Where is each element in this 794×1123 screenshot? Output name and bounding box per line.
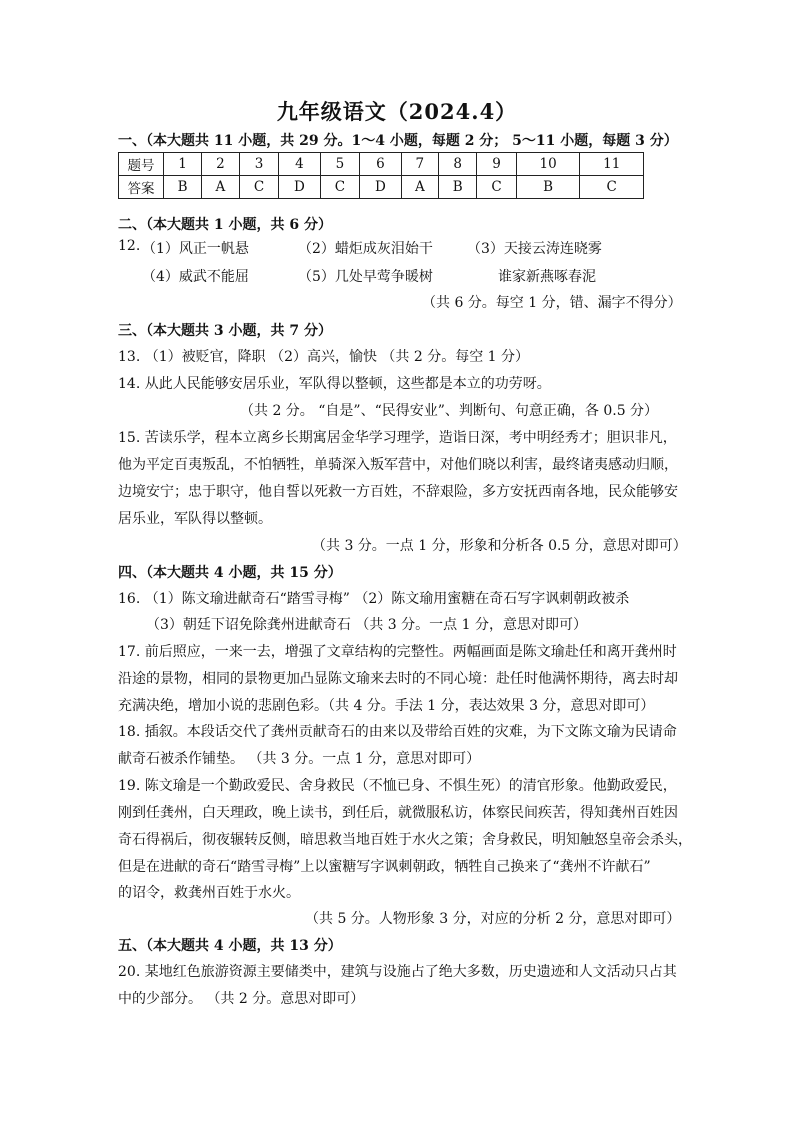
page-title: 九年级语文（2024.4） (276, 99, 518, 124)
q13-answer: 13. （1）被贬官，降职 （2）高兴，愉快 （共 2 分。每空 1 分） (118, 349, 530, 365)
table-cell: A (401, 176, 439, 199)
q16-line-1: 16. （1）陈文瑜进献奇石“踏雪寻梅” （2）陈文瑜用蜜糖在奇石写字讽刺朝政被杀 (118, 591, 630, 607)
table-cell: 7 (401, 153, 439, 176)
q19-line-5: 的诏令，救龚州百姓于水火。 (118, 885, 300, 901)
q20-line-1: 20. 某地红色旅游资源主要储类中，建筑与设施占了绝大多数，历史遗迹和人文活动只占其 (118, 964, 677, 980)
q12-answer-4: （4）威武不能屈 (142, 269, 249, 285)
q19-line-4: 但是在进献的奇石“踏雪寻梅”上以蜜糖写字讽刺朝政，牺牲自己换来了“龚州不许献石” (118, 859, 651, 875)
section-1-heading: 一、（本大题共 11 小题，共 29 分。1～4 小题，每题 2 分； 5～11 小题，每题 3 分） (118, 133, 678, 149)
table-cell: 10 (516, 153, 580, 176)
table-cell: C (580, 176, 644, 199)
q19-line-1: 19. 陈文瑜是一个勤政爱民、舍身救民（不恤已身、不惧生死）的清官形象。他勤政爱民， (118, 778, 677, 794)
q14-score: （共 2 分。 “自是”、“民得安业”、判断句、句意正确，各 0.5 分） (240, 403, 659, 419)
table-cell: 3 (239, 153, 279, 176)
section-5-heading: 五、（本大题共 4 小题，共 13 分） (118, 938, 342, 954)
table-cell: 6 (360, 153, 401, 176)
q12-answer-3: （3）天接云涛连晓雾 (467, 241, 602, 257)
row-label-answer: 答案 (119, 176, 164, 199)
q15-score: （共 3 分。一点 1 分，形象和分析各 0.5 分，意思对即可） (312, 538, 687, 554)
table-cell: C (477, 176, 517, 199)
table-cell: D (279, 176, 320, 199)
q20-line-2: 中的少部分。 （共 2 分。意思对即可） (118, 991, 365, 1007)
q18-line-2: 献奇石被杀作铺垫。 （共 3 分。一点 1 分，意思对即可） (118, 751, 481, 767)
answer-table (118, 152, 644, 199)
table-row-numbers (119, 153, 644, 176)
q12-score: （共 6 分。每空 1 分，错、漏字不得分） (422, 295, 682, 311)
table-cell: B (164, 176, 202, 199)
q12-answer-5: （5）几处早莺争暖树 (298, 269, 433, 285)
q17-line-3: 充满决绝，增加小说的悲剧色彩。（共 4 分。手法 1 分，表达效果 3 分，意思对即可） (118, 698, 655, 714)
q14-answer: 14. 从此人民能够安居乐业，军队得以整顿，这些都是本立的功劳呀。 (118, 376, 551, 392)
q18-line-1: 18. 插叙。本段话交代了龚州贡献奇石的由来以及带给百姓的灾难，为下文陈文瑜为民请命 (118, 724, 677, 740)
table-cell: 4 (279, 153, 320, 176)
table-cell: A (202, 176, 240, 199)
q19-score: （共 5 分。人物形象 3 分，对应的分析 2 分，意思对即可） (305, 911, 681, 927)
q16-line-2: （3）朝廷下诏免除龚州进献奇石 （共 3 分。一点 1 分，意思对即可） (146, 617, 587, 633)
section-4-heading: 四、（本大题共 4 小题，共 15 分） (118, 565, 342, 581)
q12-number: 12. (118, 238, 141, 254)
q17-line-1: 17. 前后照应，一来一去，增强了文章结构的完整性。两幅画面是陈文瑜赴任和离开龚州时 (118, 644, 677, 660)
table-cell: 8 (439, 153, 477, 176)
table-cell: B (516, 176, 580, 199)
section-3-heading: 三、（本大题共 3 小题，共 7 分） (118, 323, 332, 339)
row-label-number: 题号 (119, 153, 164, 176)
table-cell: 11 (580, 153, 644, 176)
table-cell: C (320, 176, 360, 199)
q15-line-2: 他为平定百夷叛乱，不怕牺牲，单骑深入叛军营中，对他们晓以利害，最终诸夷感动归顺， (118, 457, 678, 473)
table-cell: 1 (164, 153, 202, 176)
q12-answer-2: （2）蜡炬成灰泪始干 (298, 241, 433, 257)
table-cell: B (439, 176, 477, 199)
q12-answer-1: （1）风正一帆悬 (142, 241, 249, 257)
table-row-answers (119, 176, 644, 199)
q15-line-1: 15. 苦读乐学，程本立离乡长期寓居金华学习理学，造诣日深，考中明经秀才；胆识非凡， (118, 430, 677, 446)
section-2-heading: 二、（本大题共 1 小题，共 6 分） (118, 217, 332, 233)
table-cell: 5 (320, 153, 360, 176)
q12-answer-6: 谁家新燕啄春泥 (498, 269, 596, 285)
q15-line-3: 边境安宁；忠于职守，他自誓以死救一方百姓，不辞艰险，多方安抚西南各地，民众能够安 (118, 484, 678, 500)
table-cell: 9 (477, 153, 517, 176)
table-cell: C (239, 176, 279, 199)
table-cell: 2 (202, 153, 240, 176)
table-cell: D (360, 176, 401, 199)
q15-line-4: 居乐业，军队得以整顿。 (118, 511, 272, 527)
q19-line-3: 奇石得祸后，彻夜辗转反侧，暗思救当地百姓于水火之策；舍身救民，明知触怒皇帝会杀头， (118, 832, 692, 848)
q17-line-2: 沿途的景物，相同的景物更加凸显陈文瑜来去时的不同心境：赴任时他满怀期待，离去时却 (118, 671, 678, 687)
q19-line-2: 刚到任龚州，白天理政，晚上读书，到任后，就微服私访，体察民间疾苦，得知龚州百姓因 (118, 805, 678, 821)
